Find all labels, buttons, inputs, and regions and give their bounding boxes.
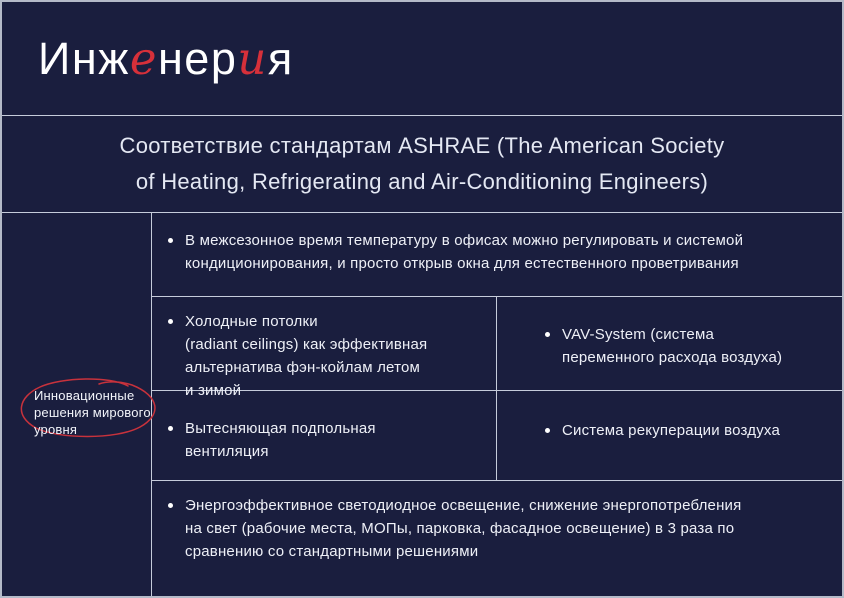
bullet-item-radiant [168, 310, 488, 402]
bullet-icon [168, 426, 173, 431]
bullet-icon [168, 238, 173, 243]
bullet-text [562, 419, 780, 442]
table-cell-recuperation [497, 391, 842, 480]
bullet-icon [545, 332, 550, 337]
text-line: Вытесняющая подпольная [185, 420, 376, 437]
category-label-cell [2, 213, 152, 596]
table-cell-displacement [152, 391, 497, 480]
category-label-line: решения мирового [34, 405, 151, 420]
table-row-ceilings-vav [152, 297, 842, 399]
category-label-line: уровня [34, 422, 78, 437]
content-table [2, 213, 842, 596]
bullet-text [185, 229, 743, 275]
logo-text: я [267, 33, 294, 84]
bullet-text [562, 323, 782, 369]
bullet-text [185, 494, 741, 563]
logo-band [2, 2, 842, 116]
category-label-line: Инновационные [34, 388, 135, 403]
bullet-text [185, 310, 427, 402]
text-line: Энергоэффективное светодиодное освещение, снижение энергопотребления [185, 497, 742, 514]
text-line: и зимой [185, 382, 242, 399]
table-rows [152, 213, 842, 596]
bullet-icon [545, 428, 550, 433]
text-line: В межсезонное время температуру в офисах можно регулировать и системой [185, 232, 744, 249]
logo-text: Инж [38, 33, 130, 84]
text-line: сравнению со стандартными решениями [185, 543, 479, 560]
category-label [34, 387, 151, 438]
text-line: на свет (рабочие места, МОПы, парковка, фасадное освещение) в 3 раза по [185, 520, 735, 537]
bullet-icon [168, 319, 173, 324]
bullet-item-vav [545, 323, 834, 369]
table-cell-radiant [152, 297, 497, 399]
text-line: VAV-System (система [562, 326, 715, 343]
logo-accent-letter: е [129, 32, 158, 85]
slide-title [2, 116, 842, 213]
text-line: Холодные потолки [185, 313, 318, 330]
bullet-item-seasonal [168, 229, 828, 275]
logo-text: нер [157, 33, 238, 84]
table-row-seasonal [152, 213, 842, 297]
slide-title-line2: of Heating, Refrigerating and Air-Conditioning Engineers) [135, 169, 709, 194]
bullet-item-led [168, 494, 828, 563]
text-line: альтернатива фэн-койлам летом [185, 359, 421, 376]
text-line: вентиляция [185, 443, 269, 460]
slide-title-line1: Соответствие стандартам ASHRAE (The American Society [119, 133, 725, 158]
table-cell-vav [497, 297, 842, 390]
text-line: переменного расхода воздуха) [562, 349, 783, 366]
company-logo [38, 32, 294, 85]
text-line: Система рекуперации воздуха [562, 422, 781, 439]
bullet-icon [168, 503, 173, 508]
table-row-led [152, 481, 842, 596]
text-line: (radiant ceilings) как эффективная [185, 336, 428, 353]
bullet-item-displacement [168, 417, 488, 463]
bullet-text [185, 417, 376, 463]
table-row-ventilation-recuperation [152, 391, 842, 481]
bullet-item-recuperation [545, 419, 834, 442]
text-line: кондиционирования, и просто открыв окна для естественного проветривания [185, 255, 739, 272]
logo-accent-letter: и [237, 32, 268, 85]
